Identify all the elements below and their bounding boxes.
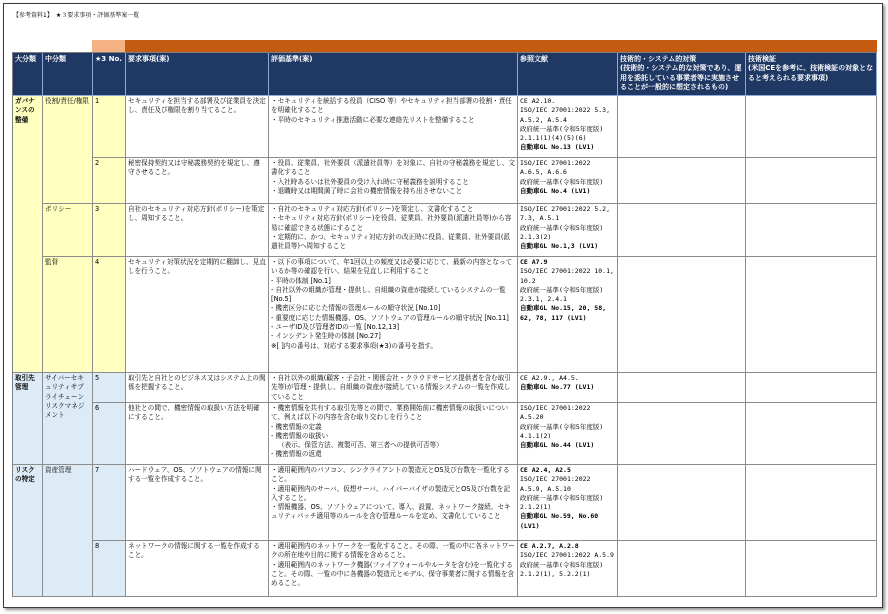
middle-category-oversight: 監督 <box>43 257 93 373</box>
header-technical-note: (技術的・システム的な対策であり、運用を委託している事業者等に実施させることが一般的に想定されるもの) <box>620 64 742 92</box>
header-band-light <box>92 40 125 52</box>
references-cell <box>518 257 618 373</box>
header-band-dark <box>125 40 877 52</box>
criteria-cell <box>269 465 518 541</box>
reference-line: 自動車GL No.4 (LV1) <box>520 186 591 195</box>
reference-line: CE A2.9., A4.5. <box>520 374 579 382</box>
verification-cell <box>746 465 877 541</box>
criteria-cell <box>269 96 518 158</box>
reference-line: ISO/IEC 27001:2022 A.5.9 <box>520 551 614 560</box>
criteria-line: ・自社のセキュリティ対応方針(ポリシー)を策定し、文書化すること <box>271 205 474 213</box>
row-number: 4 <box>93 257 126 373</box>
reference-line: 政府統一基準(令和5年度版) 2.1.2(1), 5.2.2(1) <box>520 560 604 578</box>
header-requirement: 要求事項(案) <box>126 53 269 96</box>
row-number: 8 <box>93 541 126 597</box>
criteria-line: ・定期的に、かつ、セキュリティ対応方針の改正時に役員、従業員、社外要員(派遣社員等)へ周知すること <box>271 232 511 251</box>
header-middle-category: 中分類 <box>43 53 93 96</box>
references-cell <box>518 373 618 403</box>
verification-cell <box>746 373 877 403</box>
header-number: ★3 No. <box>93 53 126 96</box>
reference-line: 政府統一基準(令和5年度版) 4.1.1(2) <box>520 422 604 440</box>
reference-line: ISO/IEC 27001:2022 5.2, 7.3, A.5.1 <box>520 205 611 223</box>
criteria-line: （表示、保管方法、複製可否、第三者への提供可否等） <box>278 441 443 450</box>
criteria-cell <box>269 204 518 257</box>
criteria-line: ・情報機器、OS、ソフトウェアについて、導入、設置、ネットワーク接続、セキュリティパッチ適用等のルールを含む管理ルールを定め、文書化していること <box>271 503 511 521</box>
reference-line: 自動車GL No.44 (LV1) <box>520 441 595 450</box>
reference-line: 自動車GL No.15, 20, 58, 62, 78, 117 (LV1) <box>520 304 607 322</box>
criteria-line: - 平時の体制 [No.1] <box>271 276 331 285</box>
criteria-line: - 機密区分に応じた情報の管理ルールの順守状況 [No.10] <box>271 304 441 313</box>
criteria-line: ・適用範囲内のサーバ、仮想サーバ、ハイパーバイザの製造元とOS及び台数を記入すること。 <box>271 484 511 502</box>
criteria-cell <box>269 541 518 597</box>
reference-line: 自動車GL No.77 (LV1) <box>520 383 595 392</box>
header-technical <box>618 53 746 96</box>
row-number: 5 <box>93 373 126 403</box>
criteria-line: - 機密情報の返還 <box>271 450 322 459</box>
row-number: 6 <box>93 403 126 465</box>
major-category-governance: ガバナンスの整備 <box>13 96 43 373</box>
technical-cell <box>618 403 746 465</box>
criteria-cell <box>269 257 518 373</box>
criteria-line: - 自社以外の組織が管理・提供し、自組織の資産が接続しているシステムの一覧 [No.5] <box>271 285 506 304</box>
header-major-category: 大分類 <box>13 53 43 96</box>
header-verification <box>746 53 877 96</box>
criteria-line: ・自社以外の組織(顧客・子会社・関係会社・クラウドサービス提供者を含む取引先等)が管理・提供し、自組織の資産が接続している情報システムの一覧を作成していること <box>271 374 511 401</box>
row-number: 1 <box>93 96 126 158</box>
reference-line: 自動車GL No.1,3 (LV1) <box>520 242 599 251</box>
technical-cell <box>618 204 746 257</box>
requirement-cell: セキュリティ対策状況を定期的に棚卸し、見直しを行うこと。 <box>126 257 269 373</box>
reference-line: CE A2.4, A2.5 <box>520 466 571 474</box>
verification-cell <box>746 257 877 373</box>
technical-cell <box>618 257 746 373</box>
criteria-line: - ユーザID及び管理者IDの一覧 [No.12,13] <box>271 323 400 332</box>
criteria-line: ・入社時あるいは社外要員の受け入れ時に守秘義務を説明すること <box>271 177 469 186</box>
reference-line: 政府統一基準(令和5年度版) 2.1.2(1) <box>520 493 604 512</box>
criteria-line: ・セキュリティ対応方針(ポリシー)を役員、従業員、社外要員(派遣社員等)から容易に確認できる状態にすること <box>271 214 512 232</box>
requirements-table <box>12 52 877 597</box>
reference-line: CE A.2.7, A.2.8 <box>520 542 579 550</box>
criteria-note: ※[ ]内の番号は、対応する要求事項(★3)の番号を指す。 <box>271 341 437 350</box>
reference-line: ISO/IEC 27001:2022 A.6.5, A.6.6 <box>520 159 591 177</box>
header-references: 参照文献 <box>518 53 618 96</box>
verification-cell <box>746 541 877 597</box>
criteria-cell <box>269 373 518 403</box>
verification-cell <box>746 204 877 257</box>
technical-cell <box>618 373 746 403</box>
references-cell <box>518 204 618 257</box>
references-cell <box>518 541 618 597</box>
criteria-line: ・適用範囲内のネットワークを一覧化すること。その際、一覧の中に各ネットワークの所在地や目的に関する情報を含めること。 <box>271 542 515 560</box>
reference-line: ISO/IEC 27001:2022 5.3, A.5.2, A.5.4 <box>520 106 611 124</box>
verification-cell <box>746 158 877 204</box>
major-category-risk: リスクの特定 <box>13 465 43 597</box>
row-number: 3 <box>93 204 126 257</box>
middle-category-asset-management: 資産管理 <box>43 465 93 597</box>
reference-line: 政府統一基準(令和5年度版) <box>520 177 604 186</box>
document-caption: 【参考資料1】 ★３要求事項・評価基準案一覧 <box>13 12 140 19</box>
row-number: 2 <box>93 158 126 204</box>
references-cell <box>518 158 618 204</box>
reference-line: CE A7.9 <box>520 258 548 266</box>
requirement-cell: 他社との間で、機密情報の取扱い方法を明確にすること。 <box>126 403 269 465</box>
middle-category-supply-chain: サイバーセキュリティサプライチェーンリスクマネジメント <box>43 373 93 465</box>
criteria-line: - 機密情報の定義 <box>271 422 322 431</box>
requirement-cell: 自社のセキュリティ対応方針(ポリシー)を策定し、周知すること。 <box>126 204 269 257</box>
criteria-line: ・適用範囲内のネットワーク機器(ファイアウォールやルータを含む)を一覧化すること。その際、一覧の中に各機器の製造元とモデル、保守事業者に関する情報を含めること。 <box>271 560 515 588</box>
technical-cell <box>618 465 746 541</box>
technical-cell <box>618 541 746 597</box>
references-cell <box>518 403 618 465</box>
requirement-cell: ハードウェア、OS、ソフトウェアの情報に関する一覧を作成すること。 <box>126 465 269 541</box>
reference-line: 自動車GL No.13 (LV1) <box>520 143 595 152</box>
reference-line: ISO/IEC 27001:2022 A.5.9, A.5.10 <box>520 475 591 493</box>
criteria-line: ・役員、従業員、社外要員（派遣社員等）を対象に、自社の守秘義務を規定し、文書化すること <box>271 159 515 177</box>
verification-cell <box>746 403 877 465</box>
references-cell <box>518 96 618 158</box>
header-technical-title: 技術的・システム的対策 <box>620 55 697 63</box>
reference-line: 政府統一基準(令和5年度版) 2.1.1(1)(4)(5)(6) <box>520 124 604 143</box>
criteria-line: - 重要度に応じた情報機器、OS、ソフトウェアの管理ルールの順守状況 [No.11] <box>271 313 509 322</box>
requirement-cell: 秘密保持契約又は守秘義務契約を規定し、遵守させること。 <box>126 158 269 204</box>
middle-category-policy: ポリシー <box>43 204 93 257</box>
criteria-line: ・以下の事項について、年1回以上の頻度又は必要に応じて、最新の内容となっているか等の確認を行い、結果を見直しに利用すること <box>271 258 513 276</box>
reference-line: ISO/IEC 27001:2022 10.1, 10.2 <box>520 267 614 285</box>
row-number: 7 <box>93 465 126 541</box>
header-criteria: 評価基準(案) <box>269 53 518 96</box>
reference-line: 政府統一基準(令和5年度版) 2.1.3(2) <box>520 223 604 241</box>
criteria-line: - インシデント発生時の体制 [No.27] <box>271 332 381 341</box>
header-verification-title: 技術検証 <box>748 55 776 63</box>
technical-cell <box>618 96 746 158</box>
requirement-cell: 取引先と自社とのビジネス又はシステム上の関係を把握すること。 <box>126 373 269 403</box>
criteria-line: ・平時のセキュリティ推進活動に必要な連絡先リストを整備すること <box>271 115 475 124</box>
requirement-cell: セキュリティを担当する部署及び従業員を決定し、責任及び権限を割り当てること。 <box>126 96 269 158</box>
major-category-supplier: 取引先管理 <box>13 373 43 465</box>
reference-line: 自動車GL No.59, No.60 (LV1) <box>520 512 599 530</box>
criteria-line: ・機密情報を共有する取引先等との間で、業務開始前に機密情報の取扱いについて、例えば以下の内容を含む取り交わしを行うこと <box>271 404 509 422</box>
references-cell <box>518 465 618 541</box>
reference-line: ISO/IEC 27001:2022 A.5.20 <box>520 404 591 422</box>
criteria-cell <box>269 403 518 465</box>
criteria-line: ・適用範囲内のパソコン、シンクライアントの製造元とOS及び台数を一覧化すること。 <box>271 466 510 484</box>
middle-category-roles: 役割/責任/権限 <box>43 96 93 204</box>
criteria-line: - 機密情報の取扱い <box>271 431 329 440</box>
reference-line: 政府統一基準(令和5年度版) 2.3.1, 2.4.1 <box>520 285 604 304</box>
verification-cell <box>746 96 877 158</box>
criteria-line: ・退職時又は期間満了時に会社の機密情報を持ち出させないこと <box>271 186 463 195</box>
technical-cell <box>618 158 746 204</box>
criteria-line: ・セキュリティを統括する役員（CISO 等）やセキュリティ担当部署の役割・責任を明確化すること <box>271 97 512 115</box>
criteria-cell <box>269 158 518 204</box>
reference-line: CE A2.10. <box>520 97 556 105</box>
header-verification-note: (米国CEを参考に、技術検証の対象となると考えられる要求事項) <box>748 64 874 82</box>
requirement-cell: ネットワークの情報に関する一覧を作成すること。 <box>126 541 269 597</box>
